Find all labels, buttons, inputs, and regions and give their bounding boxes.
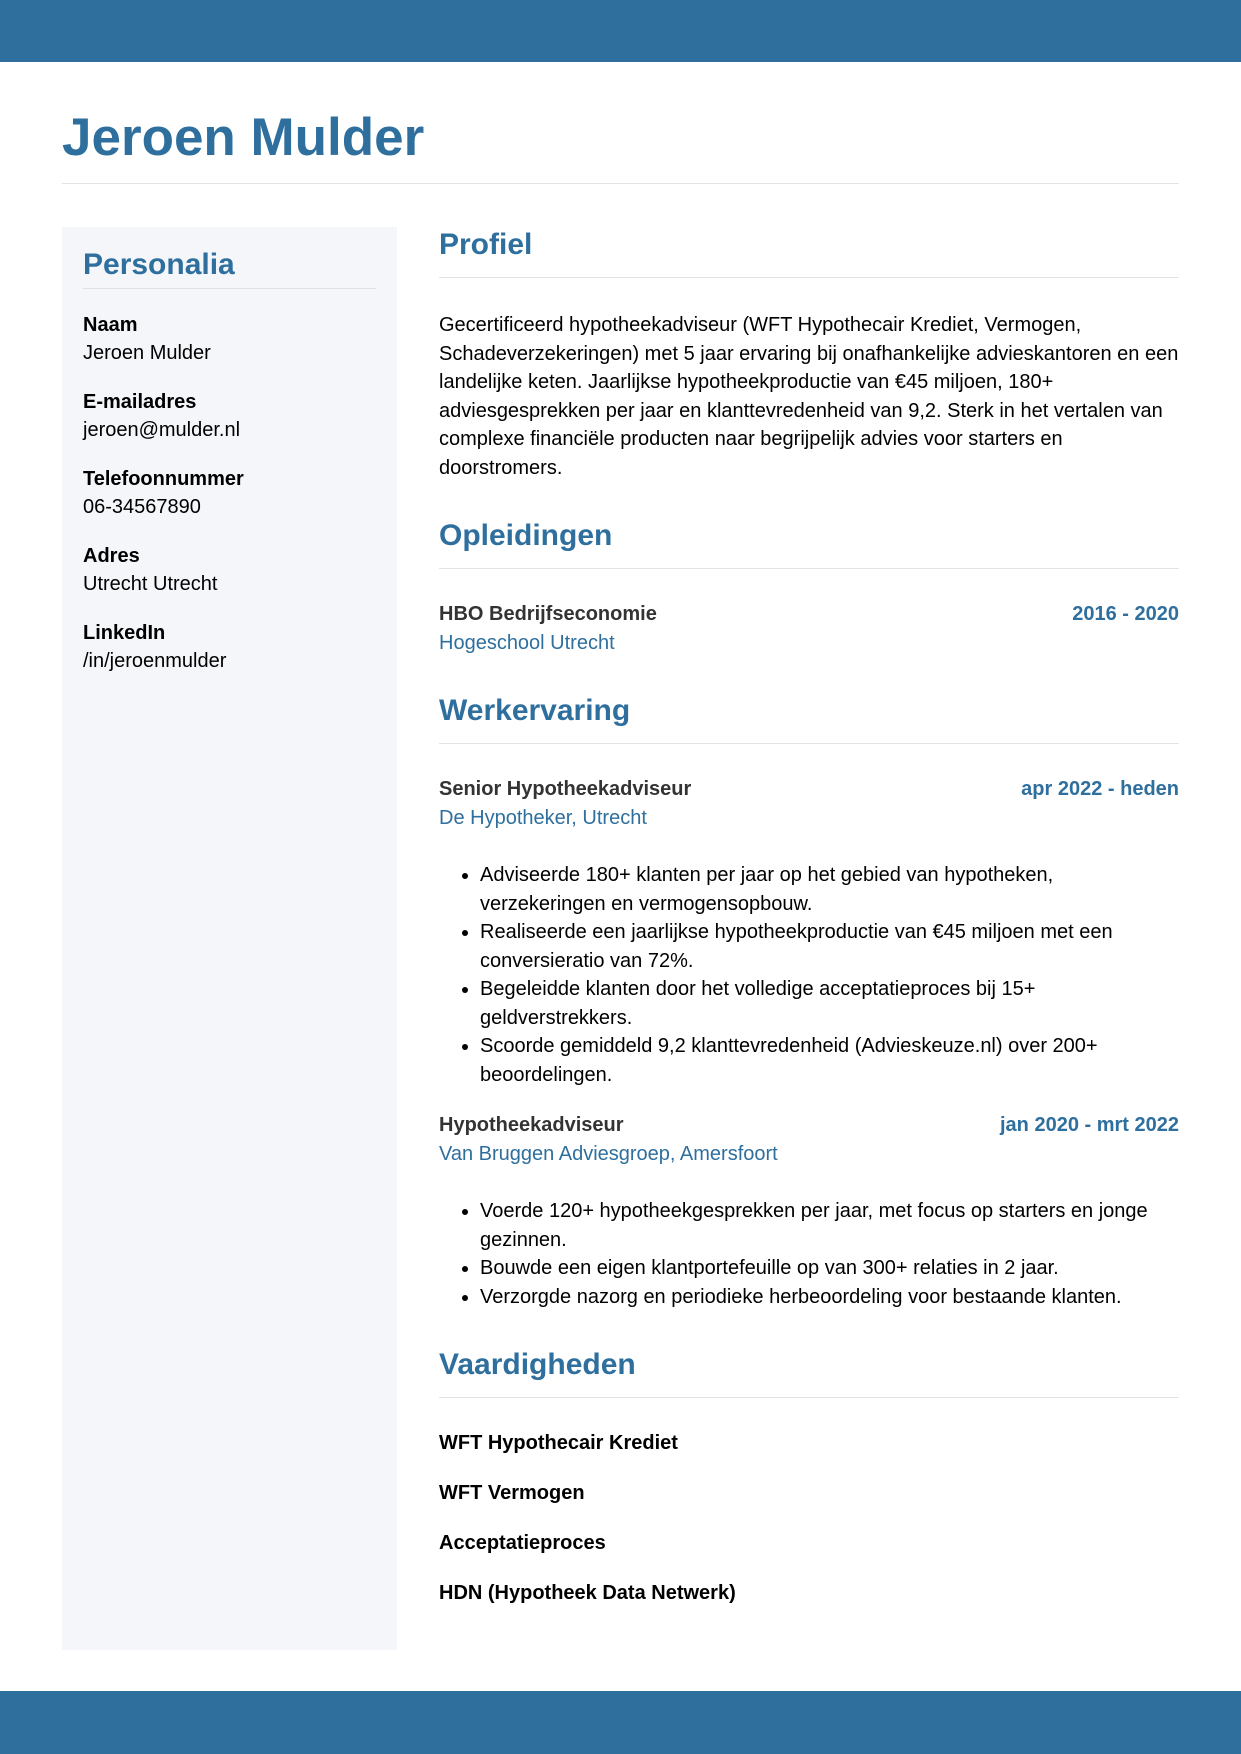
- job-entry: [439, 1111, 1179, 1311]
- profile-heading: Profiel: [439, 228, 533, 261]
- profile-section: [439, 227, 1179, 482]
- profile-text: Gecertificeerd hypotheekadviseur (WFT Hypothecair Krediet, Vermogen, Schadeverzekeringen) met 5 jaar ervaring bij onafhankelijke advieskantoren en een landelijke keten. Jaarlijkse hypotheekproductie van €45 miljoen, 180+ adviesgesprekken per jaar en klanttevredenheid van 9,2. Sterk in het vertalen van complexe financiële producten naar begrijpelijk advies voor starters en doorstromers.: [439, 314, 1179, 479]
- skills-divider: [439, 1397, 1179, 1398]
- list-item: • Verzorgde nazorg en periodieke herbeoordeling voor bestaande klanten.: [480, 1283, 1179, 1312]
- skill-item: Acceptatieproces: [439, 1532, 606, 1554]
- personalia-value: /in/jeroenmulder: [83, 650, 227, 672]
- list-item: • Realiseerde een jaarlijkse hypotheekproductie van €45 miljoen met een conversieratio van 72%.: [480, 918, 1179, 975]
- personalia-item-linkedin: [83, 619, 376, 675]
- education-degree: HBO Bedrijfseconomie: [439, 603, 657, 625]
- skills-heading: Vaardigheden: [439, 1348, 636, 1381]
- personalia-value: Utrecht Utrecht: [83, 573, 218, 595]
- education-divider: [439, 568, 1179, 569]
- skill-item: HDN (Hypotheek Data Netwerk): [439, 1582, 736, 1604]
- personalia-item-address: [83, 542, 376, 598]
- job-entry: [439, 775, 1179, 1089]
- education-section: [439, 518, 1179, 657]
- list-item: • Adviseerde 180+ klanten per jaar op het gebied van hypotheken, verzekeringen en vermogensopbouw.: [480, 861, 1179, 918]
- list-item: • Bouwde een eigen klantportefeuille op van 300+ relaties in 2 jaar.: [480, 1254, 1179, 1283]
- bottom-banner: [0, 1691, 1241, 1754]
- job-company: Van Bruggen Adviesgroep, Amersfoort: [439, 1142, 778, 1165]
- personalia-value: jeroen@mulder.nl: [83, 419, 241, 441]
- personalia-list: [83, 311, 376, 675]
- personalia-label: Naam: [83, 314, 138, 336]
- title-divider: [62, 183, 1179, 184]
- personalia-divider: [83, 288, 376, 289]
- job-role: Senior Hypotheekadviseur: [439, 778, 692, 800]
- list-item: • Begeleidde klanten door het volledige acceptatieproces bij 15+ geldverstrekkers.: [480, 975, 1179, 1032]
- personalia-label: Adres: [83, 545, 140, 567]
- list-item: • Scoorde gemiddeld 9,2 klanttevredenheid (Advieskeuze.nl) over 200+ beoordelingen.: [480, 1032, 1179, 1089]
- top-banner: [0, 0, 1241, 62]
- personalia-item-email: [83, 388, 376, 444]
- job-company: De Hypotheker, Utrecht: [439, 806, 647, 829]
- job-bullets: [439, 861, 1179, 1089]
- education-dates: 2016 - 2020: [1072, 603, 1179, 625]
- education-school: Hogeschool Utrecht: [439, 631, 615, 654]
- skill-item: WFT Vermogen: [439, 1482, 585, 1504]
- personalia-sidebar: [62, 227, 397, 1650]
- experience-divider: [439, 743, 1179, 744]
- education-entry: [439, 600, 1179, 657]
- experience-section: [439, 693, 1179, 1311]
- job-dates: jan 2020 - mrt 2022: [1000, 1114, 1179, 1136]
- personalia-item-naam: [83, 311, 376, 367]
- personalia-label: Telefoonnummer: [83, 468, 244, 490]
- personalia-label: E-mailadres: [83, 391, 197, 413]
- list-item: • Voerde 120+ hypotheekgesprekken per jaar, met focus op starters en jonge gezinnen.: [480, 1197, 1179, 1254]
- personalia-label: LinkedIn: [83, 622, 166, 644]
- skills-section: [439, 1347, 1179, 1607]
- personalia-value: 06-34567890: [83, 496, 201, 518]
- personalia-value: Jeroen Mulder: [83, 342, 211, 364]
- profile-divider: [439, 277, 1179, 278]
- personalia-heading: Personalia: [83, 248, 235, 281]
- job-bullets: [439, 1197, 1179, 1311]
- experience-heading: Werkervaring: [439, 694, 631, 727]
- page-title: Jeroen Mulder: [62, 108, 425, 167]
- education-heading: Opleidingen: [439, 519, 613, 552]
- skills-list: [439, 1429, 1179, 1607]
- skill-item: WFT Hypothecair Krediet: [439, 1432, 678, 1454]
- personalia-item-phone: [83, 465, 376, 521]
- main-content: [439, 227, 1179, 1629]
- job-dates: apr 2022 - heden: [1021, 778, 1179, 800]
- job-role: Hypotheekadviseur: [439, 1114, 624, 1136]
